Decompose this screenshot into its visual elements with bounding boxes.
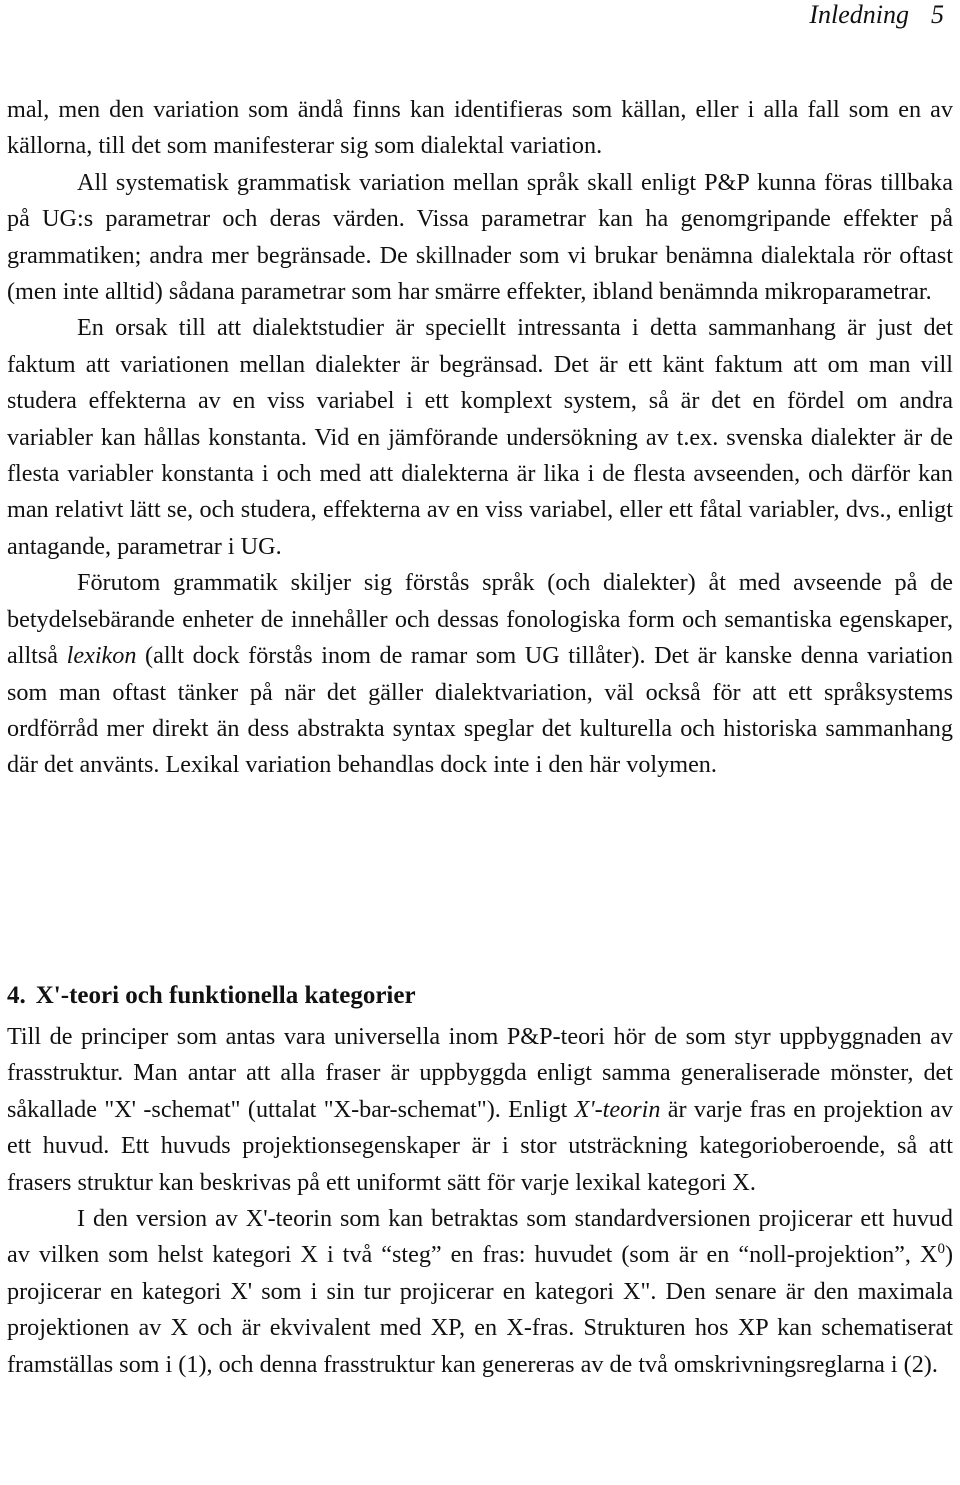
page-number: 5 <box>931 0 944 29</box>
paragraph <box>7 1201 953 1383</box>
text-segment: All systematisk grammatisk variation mellan språk skall enligt P&P kunna föras tillbaka på UG:s parametrar och deras värden. Vissa parametrar kan ha genomgripande effekter på grammatiken; andra mer begränsade. De skillnader som vi brukar benämna dialektala rör oftast (men inte alltid) sådana parametrar som har smärre effekter, ibland benämnda mikroparametrar. <box>7 168 953 306</box>
text-segment: I den version av X'-teorin som kan betraktas som standardversionen projicerar ett huvud av vilken som helst kategori X i två “steg” en fras: huvudet (som är en “noll-projektion”, X <box>7 1205 953 1269</box>
paragraph <box>7 310 953 565</box>
text-segment: ) projicerar en kategori X' som i sin tur projicerar en kategori X". Den senare är den maximala projektionen av X och är ekvivalent med XP, en X-fras. Strukturen hos XP kan schematiserat framställas som i (1), och denna frasstruktur kan genereras av de två omskrivningsreglarna i (2). <box>7 1241 953 1378</box>
text-segment: mal, men den variation som ändå finns kan identifieras som källan, eller i alla fall som en av källorna, till det som manifesterar sig som dialektal variation. <box>7 96 953 160</box>
section-4-text <box>7 1019 953 1383</box>
section-title: X'-teori och funktionella kategorier <box>35 982 416 1009</box>
italic-term: lexikon <box>66 642 137 670</box>
section-heading <box>7 978 416 1014</box>
text-segment: är varje fras en projektion av ett huvud. Ett huvuds projektionsegenskaper är i stor utsträckning kategorioberoende, så att frasers struktur kan beskrivas på ett uniformt sätt för varje lexikal kategori X. <box>7 1095 953 1196</box>
text-segment: Förutom grammatik skiljer sig förstås språk (och dialekter) åt med avseende på de betydelsebärande enheter de innehåller och dessas fonologiska form och semantiska egenskaper, alltså <box>7 569 953 670</box>
intro-text <box>7 92 953 784</box>
text-segment: Till de principer som antas vara universella inom P&P-teori hör de som styr uppbyggnaden av frasstruktur. Man antar att alla fraser är uppbyggda enligt samma generaliserade mönster, det såkallade "X' -schemat" (uttalat "X-bar-schemat"). Enligt <box>7 1023 953 1123</box>
paragraph <box>7 165 953 311</box>
text-segment: (allt dock förstås inom de ramar som UG tillåter). Det är kanske denna variation som man oftast tänker på när det gäller dialektvariation, väl också för att ett språksystems ordförråd mer direkt än dess abstrakta syntax speglar det kulturella och historiska sammanhang där det använts. Lexikal variation behandlas dock inte i den här volymen. <box>7 642 953 779</box>
italic-term: X'-teorin <box>574 1095 661 1123</box>
superscript: 0 <box>937 1241 945 1258</box>
paragraph <box>7 565 953 783</box>
text-segment: En orsak till att dialektstudier är speciellt intressanta i detta sammanhang är just det faktum att variationen mellan dialekter är begränsad. Det är ett känt faktum att om man vill studera effekterna av en viss variabel i ett komplext system, så är det en fördel om andra variabler kan hållas konstanta. Vid en jämförande undersökning av t.ex. svenska dialekter är de flesta variabler konstanta i och med att dialekterna är lika i de flesta avseenden, och därför kan man relativt lätt se, och studera, effekterna av en viss variabel, eller ett fåtal variabler, dvs., enligt antagande, parametrar i UG. <box>7 314 953 560</box>
section-number: 4. <box>7 982 26 1009</box>
paragraph <box>7 1019 953 1201</box>
running-title: Inledning <box>809 0 909 29</box>
running-header <box>809 0 944 30</box>
paragraph <box>7 92 953 165</box>
